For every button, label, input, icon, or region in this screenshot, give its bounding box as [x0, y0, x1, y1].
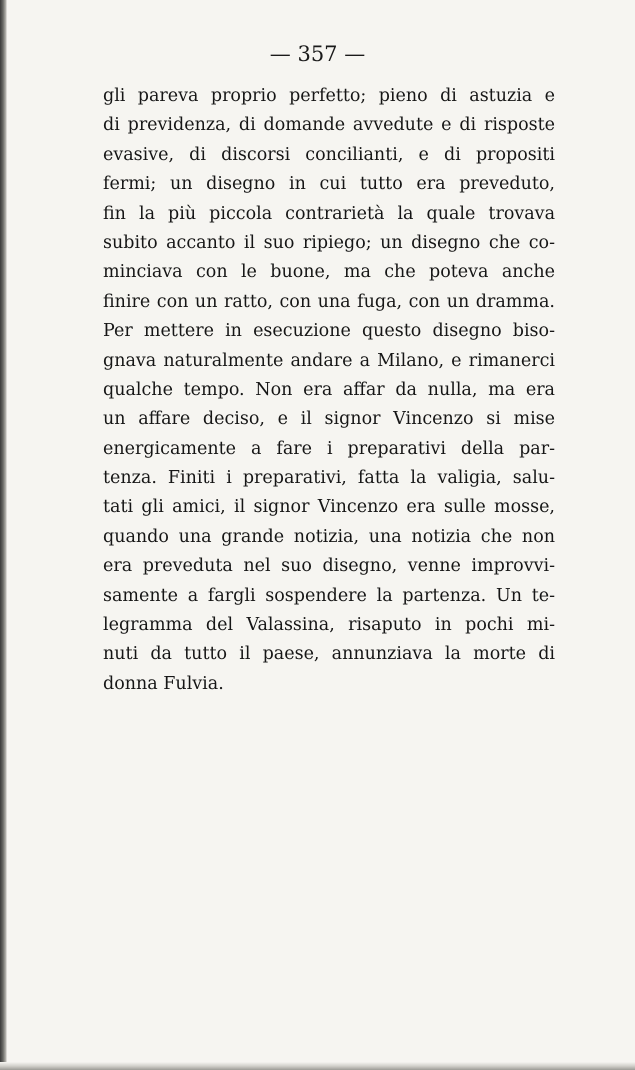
- text-line: evasive, di discorsi concilianti, e di propositi: [103, 144, 555, 165]
- text-line: energicamente a fare i preparativi della par-: [103, 438, 555, 459]
- book-spine-shadow: [0, 0, 7, 1070]
- body-text: [103, 82, 555, 699]
- page-bottom-edge: [0, 1062, 635, 1070]
- text-line: legramma del Valassina, risaputo in pochi mi-: [103, 615, 555, 636]
- text-line: gnava naturalmente andare a Milano, e rimanerci: [103, 350, 555, 371]
- text-line: gli pareva proprio perfetto; pieno di astuzia e: [103, 86, 555, 106]
- text-line: di previdenza, di domande avvedute e di risposte: [103, 115, 555, 136]
- text-line: subito accanto il suo ripiego; un disegno che co-: [103, 232, 555, 253]
- text-line: un affare deciso, e il signor Vincenzo si mise: [103, 409, 555, 430]
- text-line: tenza. Finiti i preparativi, fatta la valigia, salu-: [103, 468, 555, 489]
- text-line-last: donna Fulvia.: [103, 673, 224, 694]
- text-line: qualche tempo. Non era affar da nulla, ma era: [103, 379, 555, 400]
- page-number: — 357 —: [269, 42, 366, 66]
- text-line: fin la più piccola contrarietà la quale trovava: [103, 203, 555, 224]
- text-line: fermi; un disegno in cui tutto era preveduto,: [103, 174, 555, 195]
- text-line: minciava con le buone, ma che poteva anche: [103, 262, 555, 283]
- text-line: nuti da tutto il paese, annunziava la morte di: [103, 644, 555, 665]
- text-line: quando una grande notizia, una notizia che non: [103, 526, 555, 547]
- text-line: finire con un ratto, con una fuga, con un dramma.: [103, 291, 555, 312]
- text-line: era preveduta nel suo disegno, venne improvvi-: [103, 556, 555, 577]
- text-line: samente a fargli sospendere la partenza. Un te-: [103, 585, 555, 606]
- text-line: Per mettere in esecuzione questo disegno biso-: [103, 321, 555, 342]
- text-line: tati gli amici, il signor Vincenzo era sulle mosse,: [103, 497, 555, 518]
